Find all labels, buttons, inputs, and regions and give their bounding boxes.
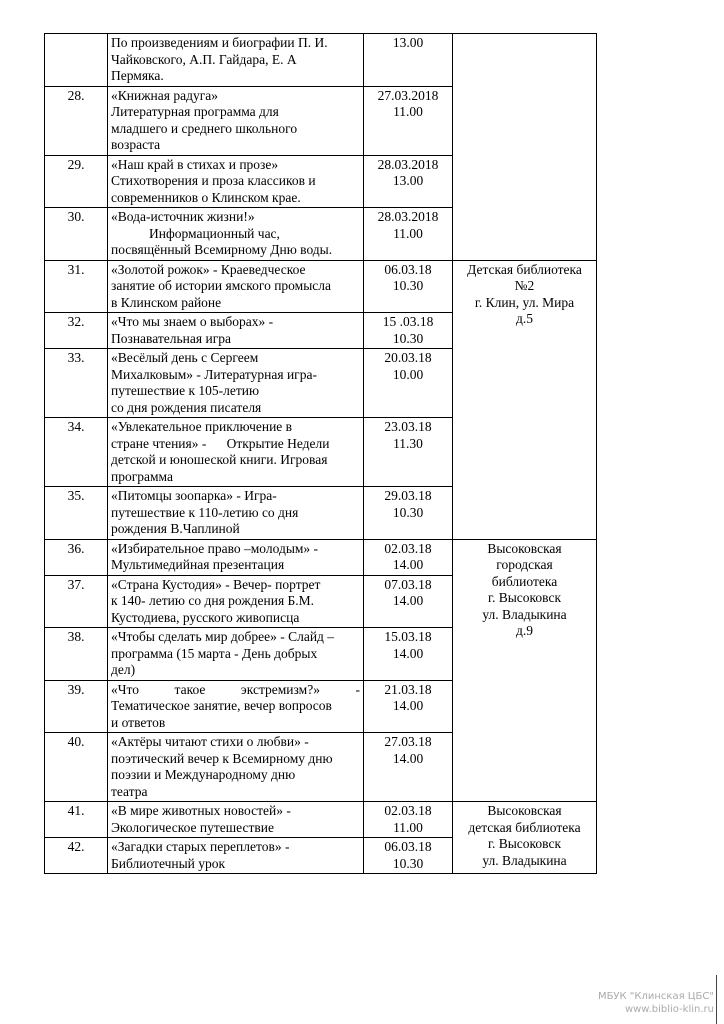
event-date: 23.03.18: [384, 419, 432, 434]
event-title-line: Кустодиева, русского живописца: [111, 609, 300, 625]
place-line: ул. Владыкина: [482, 852, 567, 868]
event-time: 14.00: [392, 557, 424, 572]
event-title-line: «Чтобы сделать мир добрее» - Слайд –: [111, 629, 335, 644]
event-title-cell: [108, 733, 364, 802]
place-line: городская: [496, 557, 553, 572]
event-title-line: «Вода-источник жизни!»: [111, 209, 255, 224]
event-title-cell: [108, 539, 364, 575]
event-date: 02.03.18: [384, 803, 432, 818]
event-title-line: «Актёры читают стихи о любви» -: [111, 734, 309, 749]
events-table: [44, 33, 597, 874]
event-title-cell: [108, 34, 364, 87]
event-title-line: Информационный час,: [149, 225, 280, 241]
event-title-cell: [108, 349, 364, 418]
row-number: 39.: [45, 680, 108, 733]
event-title-line: рождения В.Чаплиной: [111, 521, 240, 536]
place-line: д.9: [516, 623, 533, 638]
event-title-line: поэтический вечер к Всемирному дню: [111, 750, 333, 766]
event-date-cell: [364, 838, 453, 874]
event-date-cell: [364, 349, 453, 418]
event-title-line: программа: [111, 468, 173, 484]
place-line: г. Высоковск: [487, 836, 562, 851]
event-title-line: Литературная программа для: [111, 104, 279, 119]
place-line: Высоковская: [487, 540, 562, 556]
event-place-cell: [453, 34, 597, 261]
event-title-line: «Что такое экстремизм?» -: [111, 681, 360, 697]
row-number: 42.: [45, 838, 108, 874]
event-title-line: занятие об истории ямского промысла: [111, 278, 332, 293]
place-line: г. Клин, ул. Мира: [474, 294, 575, 310]
event-time: 14.00: [392, 698, 424, 713]
event-time: 11.00: [393, 819, 423, 835]
event-title-line: Стихотворения и проза классиков и: [111, 173, 316, 188]
event-title-line: Экологическое путешествие: [111, 819, 274, 835]
table-row: [45, 802, 597, 838]
event-date-cell: [364, 733, 453, 802]
place-line: Высоковская: [487, 803, 562, 818]
event-date: 15.03.18: [384, 629, 432, 644]
event-title-line: Михалковым» - Литературная игра-: [111, 366, 317, 382]
row-number: 41.: [45, 802, 108, 838]
event-date: 06.03.18: [384, 261, 432, 277]
event-date-cell: [364, 313, 453, 349]
event-title-line: «Золотой рожок» - Краеведческое: [111, 261, 306, 277]
event-time: 11.00: [393, 104, 423, 119]
event-time: 10.30: [392, 855, 424, 871]
event-title-line: программа (15 марта - День добрых: [111, 645, 318, 661]
event-title-line: Чайковского, А.П. Гайдара, Е. А: [111, 51, 297, 67]
row-number: 28.: [45, 86, 108, 155]
row-number: 36.: [45, 539, 108, 575]
event-date: 28.03.2018: [377, 209, 439, 224]
event-date: 07.03.18: [384, 576, 432, 592]
event-title-line: путешествие к 105-летию: [111, 383, 260, 398]
event-title-line: посвящённый Всемирному Дню воды.: [111, 242, 333, 257]
event-date-cell: [364, 260, 453, 313]
event-date-cell: [364, 539, 453, 575]
event-title-cell: [108, 418, 364, 487]
event-date-cell: [364, 802, 453, 838]
event-title-line: младшего и среднего школьного: [111, 120, 298, 136]
event-title-cell: [108, 680, 364, 733]
event-date: 06.03.18: [384, 839, 432, 854]
event-title-line: «Страна Кустодия» - Вечер- портрет: [111, 576, 321, 592]
event-title-line: «Что мы знаем о выборах» -: [111, 314, 274, 329]
event-title-line: возраста: [111, 137, 161, 152]
event-title-cell: [108, 313, 364, 349]
event-title-line: поэзии и Международному дню: [111, 767, 296, 782]
event-title-cell: [108, 208, 364, 261]
place-line: детская библиотека: [468, 819, 581, 835]
event-title-line: «Книжная радуга»: [111, 87, 218, 103]
row-number: 31.: [45, 260, 108, 313]
event-title-cell: [108, 838, 364, 874]
place-line: д.5: [516, 311, 533, 326]
event-date-cell: [364, 155, 453, 208]
event-time: 10.00: [392, 366, 424, 382]
event-time: 10.30: [392, 330, 424, 346]
event-title-line: современников о Клинском крае.: [111, 189, 301, 205]
place-line: г. Высоковск: [487, 590, 562, 605]
event-date-cell: [364, 487, 453, 540]
event-date: 15 .03.18: [382, 314, 434, 329]
event-title-line: в Клинском районе: [111, 294, 222, 310]
event-title-line: со дня рождения писателя: [111, 399, 262, 415]
event-date: 02.03.18: [384, 540, 432, 556]
event-time: 11.30: [393, 435, 423, 451]
row-number: 29.: [45, 155, 108, 208]
event-date-cell: [364, 628, 453, 681]
event-date-cell: [364, 208, 453, 261]
event-title-cell: [108, 86, 364, 155]
event-date: 28.03.2018: [377, 156, 439, 172]
event-title-cell: [108, 487, 364, 540]
event-date: 21.03.18: [384, 681, 432, 697]
event-title-line: По произведениям и биографии П. И.: [111, 35, 328, 50]
event-place-cell: [453, 539, 597, 802]
event-title-line: Тематическое занятие, вечер вопросов: [111, 698, 332, 713]
event-title-line: стране чтения» - Открытие Недели: [111, 435, 330, 451]
event-title-line: Познавательная игра: [111, 330, 231, 346]
place-line: №2: [514, 278, 535, 293]
event-time: 14.00: [392, 750, 424, 766]
row-number-cell: [45, 34, 108, 87]
event-date-cell: [364, 680, 453, 733]
event-time: 13.00: [392, 173, 424, 188]
event-title-line: путешествие к 110-летию со дня: [111, 504, 299, 520]
event-title-line: Пермяка.: [111, 68, 164, 83]
event-title-cell: [108, 155, 364, 208]
place-line: ул. Владыкина: [482, 606, 567, 622]
row-number: 32.: [45, 313, 108, 349]
place-line: Детская библиотека: [467, 261, 582, 277]
event-title-line: Мультимедийная презентация: [111, 557, 285, 572]
row-number: 30.: [45, 208, 108, 261]
event-title-line: театра: [111, 783, 148, 799]
event-title-line: «Питомцы зоопарка» - Игра-: [111, 488, 277, 503]
event-title-line: дел): [111, 662, 136, 677]
event-date: 27.03.18: [384, 734, 432, 749]
event-title-line: к 140- летию со дня рождения Б.М.: [111, 593, 315, 608]
event-date: 20.03.18: [384, 350, 432, 365]
event-title-cell: [108, 628, 364, 681]
event-date-cell: [364, 575, 453, 628]
event-title-cell: [108, 575, 364, 628]
table-row-continued: [45, 34, 597, 87]
event-title-cell: [108, 260, 364, 313]
row-number: 33.: [45, 349, 108, 418]
event-date-cell: [364, 418, 453, 487]
event-date-cell: [364, 34, 453, 87]
event-title-line: «Увлекательное приключение в: [111, 419, 293, 434]
event-title-line: Библиотечный урок: [111, 855, 226, 871]
row-number: 35.: [45, 487, 108, 540]
event-time: 14.00: [392, 593, 424, 608]
event-time: 13.00: [392, 35, 424, 50]
event-title-line: «В мире животных новостей» -: [111, 803, 291, 818]
table-row: [45, 260, 597, 313]
row-number: 38.: [45, 628, 108, 681]
event-time: 10.30: [392, 504, 424, 520]
watermark: [598, 990, 714, 1016]
row-number: 37.: [45, 575, 108, 628]
event-place-cell: [453, 802, 597, 874]
page-edge-line: [716, 975, 717, 1024]
event-date: 27.03.2018: [377, 87, 439, 103]
event-title-line: «Наш край в стихах и прозе»: [111, 156, 279, 172]
event-time: 14.00: [392, 645, 424, 661]
event-title-line: «Весёлый день с Сергеем: [111, 350, 259, 365]
event-place-cell: [453, 260, 597, 539]
watermark-org: МБУК "Клинская ЦБС": [597, 991, 714, 1002]
event-time: 10.30: [392, 278, 424, 293]
event-title-line: «Избирательное право –молодым» -: [111, 540, 319, 556]
event-title-line: и ответов: [111, 714, 166, 730]
place-line: библиотека: [491, 573, 558, 589]
event-title-line: «Загадки старых переплетов» -: [111, 839, 290, 854]
event-date: 29.03.18: [384, 488, 432, 503]
event-title-cell: [108, 802, 364, 838]
row-number: 34.: [45, 418, 108, 487]
table-row: [45, 539, 597, 575]
event-date-cell: [364, 86, 453, 155]
event-time: 11.00: [393, 225, 423, 241]
event-title-line: детской и юношеской книги. Игровая: [111, 452, 328, 467]
watermark-url: www.biblio-klin.ru: [624, 1004, 714, 1015]
row-number: 40.: [45, 733, 108, 802]
